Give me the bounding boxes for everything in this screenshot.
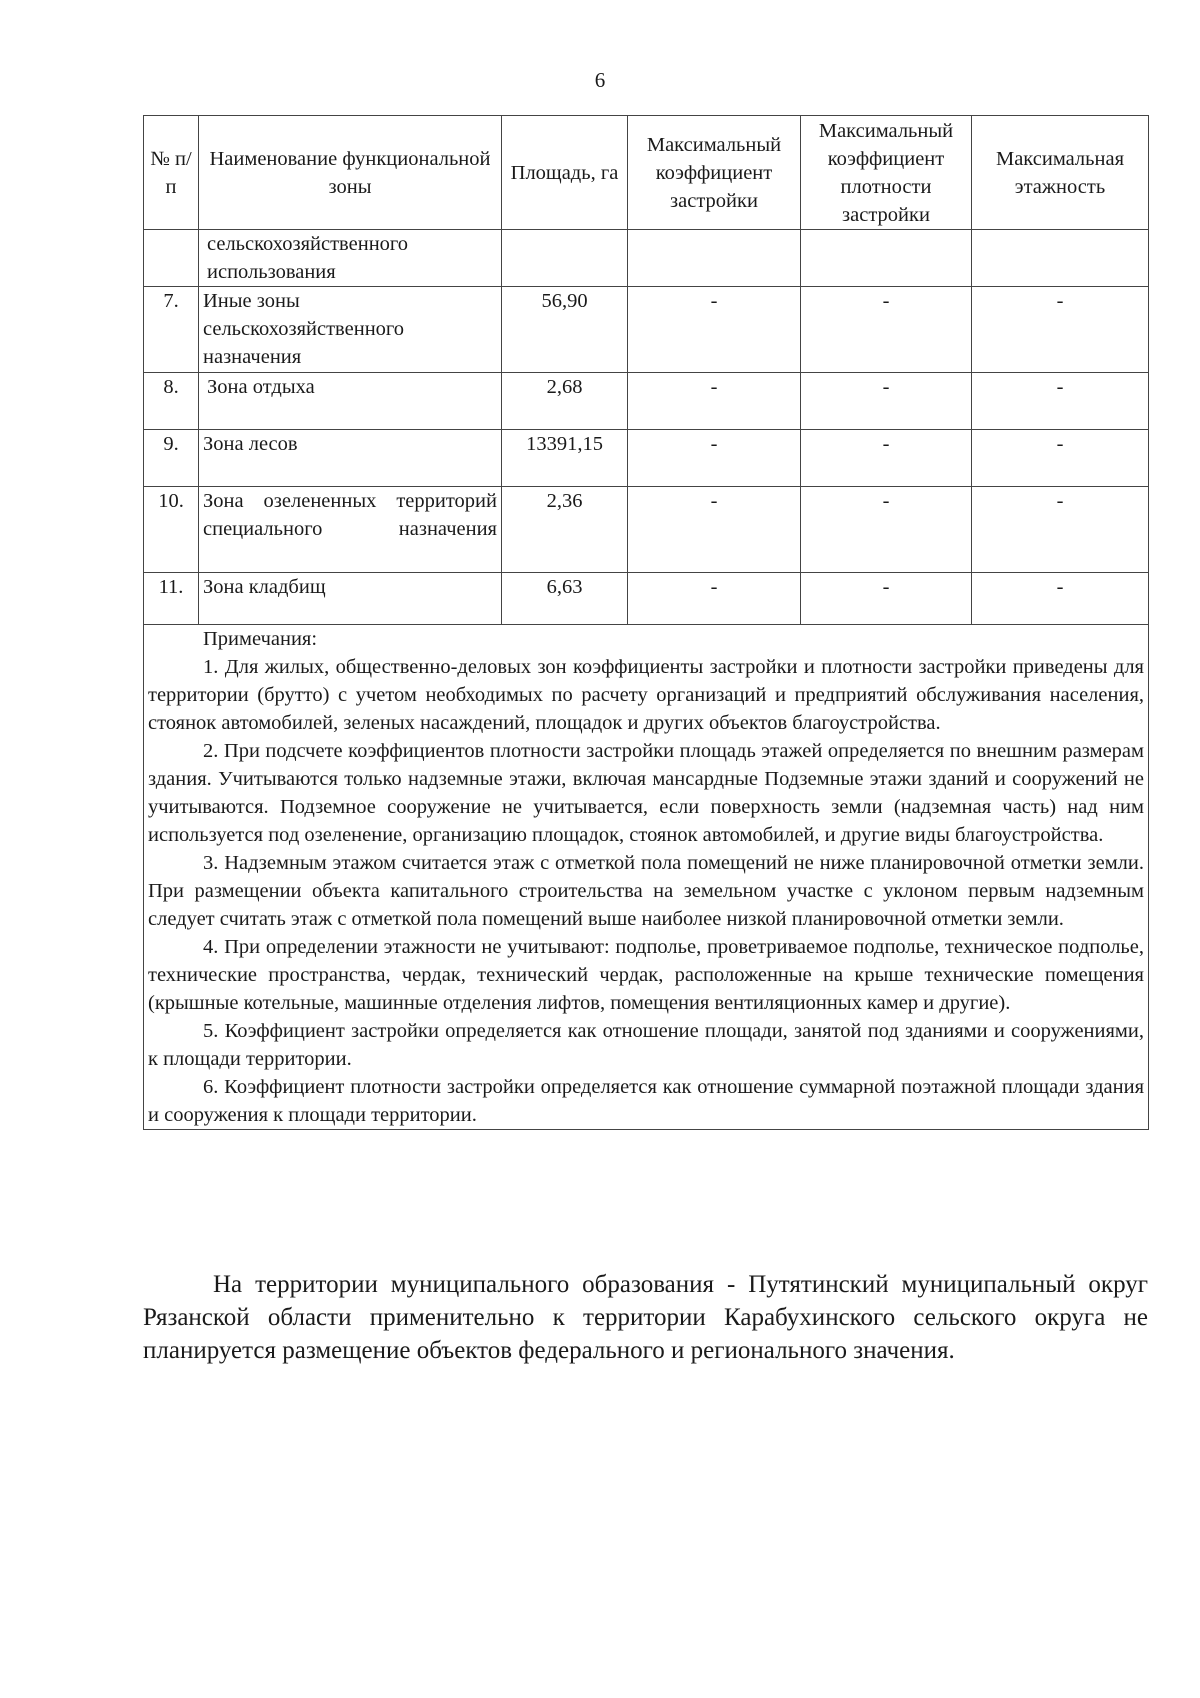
notes-cell	[144, 625, 1149, 1130]
zone-max-density: -	[801, 373, 972, 430]
row-num: 11.	[144, 573, 199, 625]
note-item: 5. Коэффициент застройки определяется как отношение площади, занятой под зданиями и сооружениями, к площади территории.	[148, 1020, 1144, 1070]
header-num: № п/п	[144, 116, 199, 230]
zone-max-floors: -	[972, 487, 1149, 573]
note-item: 4. При определении этажности не учитывают: подполье, проветриваемое подполье, техническое подполье, технические пространства, чердак, технический чердак, расположенные на крыше технические помещения (крышные котельные, машинные отделения лифтов, помещения вентиляционных камер и другие).	[148, 936, 1144, 1014]
zone-area: 56,90	[502, 287, 628, 373]
zone-max-floors: -	[972, 430, 1149, 487]
zone-max-density: -	[801, 487, 972, 573]
header-zone-name: Наименование функциональной зоны	[199, 116, 502, 230]
zone-max-floors: -	[972, 573, 1149, 625]
zone-area: 13391,15	[502, 430, 628, 487]
zone-name-continuation: сельскохозяйственного использования	[199, 230, 502, 287]
zone-area: 2,68	[502, 373, 628, 430]
zone-area: 6,63	[502, 573, 628, 625]
note-item: 3. Надземным этажом считается этаж с отметкой пола помещений не ниже планировочной отметки земли. При размещении объекта капитального строительства на земельном участке с уклоном первым надземным следует считать этаж с отметкой пола помещений выше наиболее низкой планировочной отметки земли.	[148, 852, 1144, 930]
header-max-coef: Максимальный коэффициент застройки	[628, 116, 801, 230]
zone-max-density: -	[801, 287, 972, 373]
zone-max-coef: -	[628, 430, 801, 487]
table-row	[144, 430, 1149, 487]
closing-paragraph: На территории муниципального образования - Путятинский муниципальный округ Рязанской области применительно к территории Карабухинского сельского округа не планируется размещение объектов федерального и регионального значения.	[143, 1271, 1148, 1364]
zone-name: Зона кладбищ	[199, 573, 502, 625]
header-max-floors: Максимальная этажность	[972, 116, 1149, 230]
header-area: Площадь, га	[502, 116, 628, 230]
page-number: 6	[594, 68, 606, 92]
table-row	[144, 573, 1149, 625]
zone-name: Зона отдыха	[199, 373, 502, 430]
zone-name: Иные зоны сельскохозяйственного назначения	[199, 287, 502, 373]
zone-name: Зона озелененных территорий специального назначения	[199, 487, 502, 573]
notes-row	[144, 625, 1149, 1130]
zone-area: 2,36	[502, 487, 628, 573]
zone-name: Зона лесов	[199, 430, 502, 487]
notes-title: Примечания:	[203, 628, 318, 650]
zone-max-coef: -	[628, 487, 801, 573]
table-row	[144, 487, 1149, 573]
zone-max-density: -	[801, 430, 972, 487]
row-num: 9.	[144, 430, 199, 487]
note-item: 2. При подсчете коэффициентов плотности застройки площадь этажей определяется по внешним размерам здания. Учитываются только надземные этажи, включая мансардные Подземные этажи зданий и сооружений не учитываются. Подземное сооружение не учитывается, если поверхность земли (надземная часть) над ним используется под озеленение, организацию площадок, стоянок автомобилей, и другие виды благоустройства.	[148, 740, 1144, 846]
zone-max-floors: -	[972, 287, 1149, 373]
table-row	[144, 287, 1149, 373]
zones-table	[143, 115, 1149, 1130]
row-num: 7.	[144, 287, 199, 373]
header-max-density: Максимальный коэффициент плотности застройки	[801, 116, 972, 230]
zone-max-coef: -	[628, 287, 801, 373]
table-row	[144, 230, 1149, 287]
note-item: 1. Для жилых, общественно-деловых зон коэффициенты застройки и плотности застройки приведены для территории (брутто) с учетом необходимых по расчету организаций и предприятий обслуживания населения, стоянок автомобилей, зеленых насаждений, площадок и других объектов благоустройства.	[148, 656, 1144, 734]
zone-max-coef: -	[628, 573, 801, 625]
table-header-row	[144, 116, 1149, 230]
row-num: 10.	[144, 487, 199, 573]
zone-max-density: -	[801, 573, 972, 625]
note-item: 6. Коэффициент плотности застройки определяется как отношение суммарной поэтажной площади здания и сооружения к площади территории.	[148, 1076, 1144, 1126]
zone-max-floors: -	[972, 373, 1149, 430]
zone-max-coef: -	[628, 373, 801, 430]
row-num: 8.	[144, 373, 199, 430]
table-row	[144, 373, 1149, 430]
